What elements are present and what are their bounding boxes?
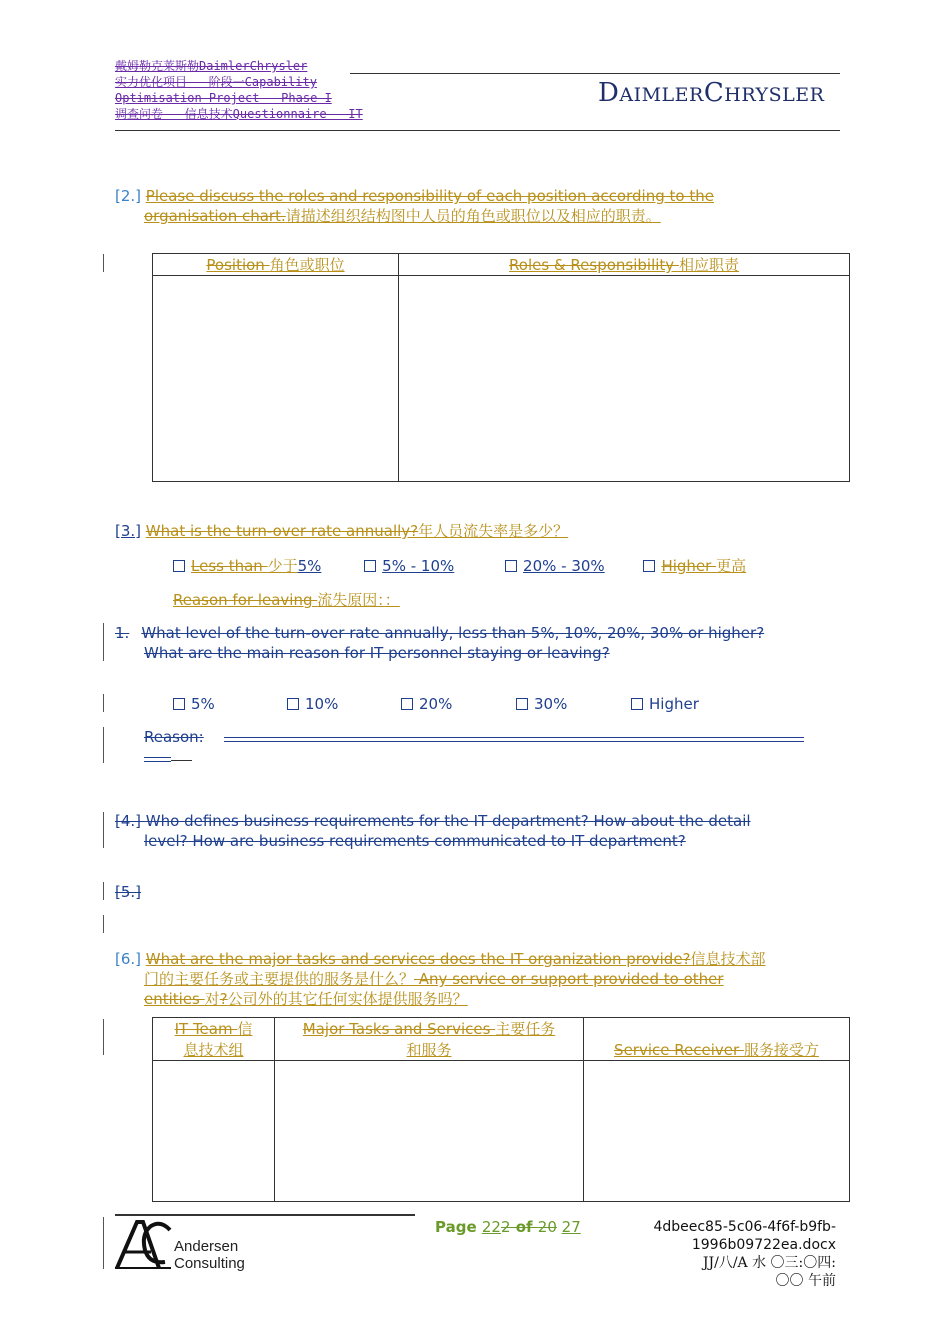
reason-underline-3 [171, 760, 192, 761]
checkbox-icon [505, 560, 517, 572]
footer-rule [115, 1214, 415, 1216]
checkbox-icon [631, 698, 643, 710]
deleted-turnover-options [173, 694, 733, 714]
table-header-major-tasks: Major Tasks and Services 主要任务 和服务 [275, 1018, 584, 1061]
header-rule-top [350, 73, 840, 74]
question-text-en: What are the major tasks and services does the IT organization provide? [145, 950, 691, 968]
header-title-block [115, 58, 363, 122]
deleted-question-5: [5.] [115, 883, 142, 901]
table-cell-roles[interactable] [399, 276, 850, 482]
deleted-option-30: 30% [516, 694, 631, 714]
change-bar [103, 882, 104, 900]
ac-logo-icon [115, 1218, 175, 1270]
reason-underline-2 [144, 757, 171, 762]
change-bar [103, 915, 104, 933]
deleted-question-1: 1. What level of the turn-over rate annually, less than 5%, 10%, 20%, 30% or higher? What are the main reason for IT personnel staying or leaving? [115, 624, 765, 662]
deleted-option-20: 20% [401, 694, 516, 714]
checkbox-icon [173, 698, 185, 710]
question-number: [6.] [115, 950, 142, 968]
question-text-en: Please discuss the roles and responsibility of each position according to the [145, 187, 714, 205]
question-number: [3.] [115, 522, 142, 540]
change-bar [103, 812, 104, 848]
question-text-cn: 年人员流失率是多少？ [418, 522, 569, 540]
question-text-cn: 请描述组织结构图中人员的角色或职位以及相应的职责。 [285, 207, 661, 225]
header-line-3: Optimisation Project – Phase I [115, 91, 332, 105]
checkbox-icon [364, 560, 376, 572]
option-5-10[interactable]: 5% - 10% [364, 556, 454, 576]
question-text-en: What is the turn-over rate annually? [145, 522, 419, 540]
change-bar [103, 1019, 104, 1055]
table-header-it-team: IT Team 信 息技术组 [153, 1018, 275, 1061]
change-bar [103, 1217, 104, 1269]
services-table [152, 1017, 850, 1202]
header-line-1: 戴姆勒克莱斯勒DaimlerChrysler [115, 59, 308, 73]
andersen-consulting-text: Andersen Consulting [174, 1238, 245, 1272]
header-line-4: 调查问卷 – 信息技术Questionnaire – IT [115, 107, 363, 121]
change-bar [103, 727, 104, 763]
reason-for-leaving: Reason for leaving 流失原因：： [173, 591, 400, 609]
roles-table [152, 253, 850, 482]
reason-underline[interactable] [224, 737, 804, 742]
daimlerchrysler-logo: DAIMLERCHRYSLER [598, 78, 825, 108]
header-rule-bottom [115, 130, 840, 131]
deleted-option-higher: Higher [631, 694, 699, 714]
checkbox-icon [516, 698, 528, 710]
question-2 [115, 186, 835, 226]
option-higher[interactable]: Higher 更高 [643, 556, 746, 576]
deleted-option-10: 10% [287, 694, 401, 714]
table-cell-it-team[interactable] [153, 1061, 275, 1202]
question-6: [6.] What are the major tasks and services does the IT organization provide?信息技术部 门的主要任务或主要提供的服务是什么？ Any service or support provided to other entities 对?公司外的其它任何实体提供服务吗？ [115, 950, 766, 1008]
option-20-30[interactable]: 20% - 30% [505, 556, 605, 576]
question-text-en-2: organisation chart. [144, 207, 286, 225]
deleted-question-4: [4.] Who defines business requirements for the IT department? How about the detail level? How are business requirements communicated to IT department? [115, 812, 751, 850]
question-number: [2.] [115, 187, 142, 205]
option-less-than-5[interactable]: Less than 少于5% [173, 556, 321, 576]
table-header-position: Position 角色或职位 [153, 254, 399, 276]
checkbox-icon [643, 560, 655, 572]
header-line-2: 实力优化项目 – 阶段一Capability [115, 75, 317, 89]
checkbox-icon [173, 560, 185, 572]
table-cell-position[interactable] [153, 276, 399, 482]
table-header-service-receiver: Service Receiver 服务接受方 [584, 1018, 850, 1061]
document-id: 4dbeec85-5c06-4f6f-b9fb- 1996b09722ea.docx JJ/八/A 水 〇三:〇四: 〇〇 午前 [653, 1219, 836, 1289]
change-bar [103, 694, 104, 712]
table-cell-service-receiver[interactable] [584, 1061, 850, 1202]
change-bar [103, 623, 104, 661]
turnover-options [173, 556, 823, 576]
table-cell-major-tasks[interactable] [275, 1061, 584, 1202]
table-header-roles: Roles & Responsibility 相应职责 [399, 254, 850, 276]
page-number: Page 222 of 20 27 [435, 1218, 581, 1236]
question-3 [115, 521, 835, 541]
checkbox-icon [287, 698, 299, 710]
checkbox-icon [401, 698, 413, 710]
deleted-option-5: 5% [173, 694, 287, 714]
andersen-consulting-logo [115, 1218, 175, 1274]
change-bar [103, 254, 104, 272]
deleted-reason-label: Reason: [144, 728, 204, 746]
